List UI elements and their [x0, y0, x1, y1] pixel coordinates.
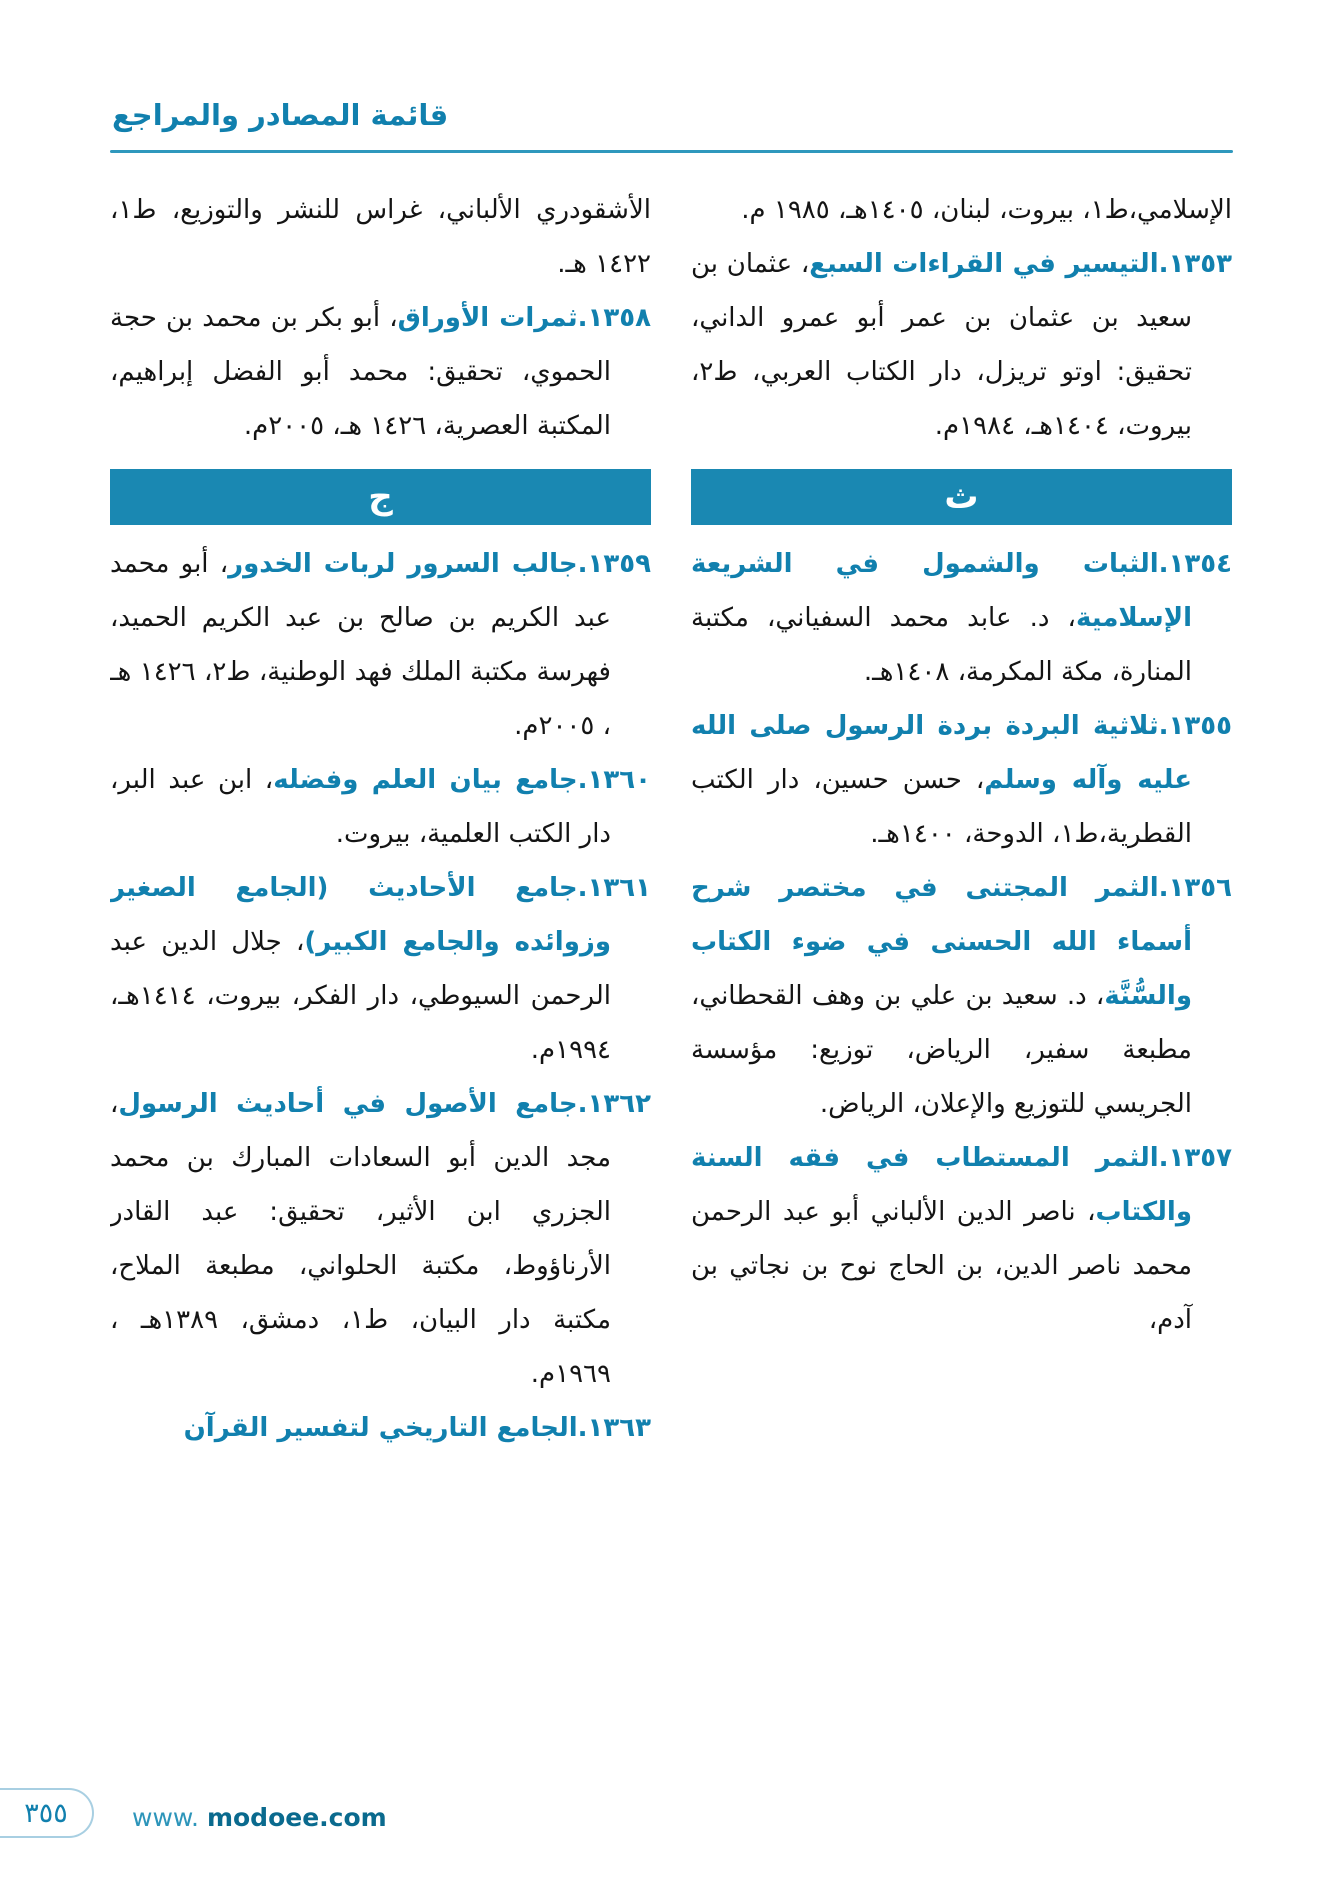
- entry-text: ، ناصر الدين الألباني أبو عبد الرحمن محمد ناصر الدين، بن الحاج نوح بن نجاتي بن آدم،: [691, 1197, 1192, 1335]
- header-rule: [110, 150, 1233, 153]
- entry-continuation: الإسلامي،ط١، بيروت، لبنان، ١٤٠٥هـ، ١٩٨٥ م.: [741, 195, 1232, 225]
- section-header-tha: [691, 469, 1232, 525]
- bib-entry-1361: [110, 861, 651, 1077]
- section-letter: ث: [944, 477, 979, 517]
- entry-title: التيسير في القراءات السبع: [809, 249, 1159, 279]
- entry-title: جامع الأصول في أحاديث الرسول: [118, 1089, 578, 1119]
- bib-entry-1363: [110, 1401, 651, 1455]
- bib-entry-1360: [110, 753, 651, 861]
- website-link[interactable]: [132, 1803, 387, 1832]
- section-letter: ج: [368, 477, 393, 517]
- entry-number: ١٣٦٠.: [577, 765, 651, 795]
- entry-text: ، جلال الدين عبد الرحمن السيوطي، دار الفكر، بيروت، ١٤١٤هـ، ١٩٩٤م.: [110, 927, 611, 1065]
- entry-number: ١٣٥٩.: [577, 549, 651, 579]
- entry-text: ، عثمان بن سعيد بن عثمان بن عمر أبو عمرو الداني، تحقيق: اوتو تريزل، دار الكتاب العربي، ط٢، بيروت، ١٤٠٤هـ، ١٩٨٤م.: [691, 249, 1192, 441]
- entry-title: الجامع التاريخي لتفسير القرآن: [183, 1413, 578, 1443]
- entry-title: جامع الأحاديث (الجامع الصغير وزوائده والجامع الكبير): [110, 873, 611, 957]
- entry-title: جالب السرور لربات الخدور: [228, 549, 578, 579]
- bib-entry-1357: [691, 1131, 1232, 1347]
- entry-number: ١٣٦٢.: [577, 1089, 651, 1119]
- bib-entry-1362: [110, 1077, 651, 1401]
- section-header-jeem: [110, 469, 651, 525]
- entry-number: ١٣٥٥.: [1158, 711, 1232, 741]
- bib-entry-1358: [110, 291, 651, 453]
- bib-entry-1353: [691, 237, 1232, 453]
- two-column-body: [110, 183, 1232, 1770]
- entry-text: ، د. عابد محمد السفياني، مكتبة المنارة، مكة المكرمة، ١٤٠٨هـ.: [691, 603, 1192, 687]
- website-domain: modoee.com: [206, 1803, 387, 1832]
- entry-title: ثلاثية البردة بردة الرسول صلى الله عليه وآله وسلم: [691, 711, 1192, 795]
- entry-text: ، أبو بكر بن محمد بن حجة الحموي، تحقيق: محمد أبو الفضل إبراهيم، المكتبة العصرية، ١٤٢٦ هـ، ٢٠٠٥م.: [110, 303, 611, 441]
- entry-number: ١٣٥٣.: [1158, 249, 1232, 279]
- entry-number: ١٣٥٤.: [1158, 549, 1232, 579]
- entry-title: الثمر المجتنى في مختصر شرح أسماء الله الحسنى في ضوء الكتاب والسُّنَّة: [691, 873, 1192, 1011]
- running-head-title: قائمة المصادر والمراجع: [112, 98, 449, 132]
- entry-text: ، د. سعيد بن علي بن وهف القحطاني، مطبعة سفير، الرياض، توزيع: مؤسسة الجريسي للتوزيع والإعلان، الرياض.: [691, 981, 1192, 1119]
- website-www: www.: [132, 1803, 199, 1832]
- page-number: ٣٥٥: [24, 1797, 68, 1829]
- entry-title: الثبات والشمول في الشريعة الإسلامية: [691, 549, 1192, 633]
- column-right: [691, 183, 1232, 1770]
- entry-title: جامع بيان العلم وفضله: [273, 765, 578, 795]
- entry-continuation: الأشقودري الألباني، غراس للنشر والتوزيع، ط١، ١٤٢٢ هـ.: [110, 195, 651, 279]
- entry-number: ١٣٦٣.: [577, 1413, 651, 1443]
- entry-text: ، مجد الدين أبو السعادات المبارك بن محمد الجزري ابن الأثير، تحقيق: عبد القادر الأرناؤوط، مكتبة الحلواني، مطبعة الملاح، مكتبة دار البيان، ط١، دمشق، ١٣٨٩هـ ، ١٩٦٩م.: [110, 1089, 611, 1389]
- bib-entry-1359: [110, 537, 651, 753]
- entry-number: ١٣٥٨.: [577, 303, 651, 333]
- entry-title: ثمرات الأوراق: [397, 303, 578, 333]
- entry-number: ١٣٥٦.: [1158, 873, 1232, 903]
- entry-title: الثمر المستطاب في فقه السنة والكتاب: [691, 1143, 1192, 1227]
- bib-entry-1355: [691, 699, 1232, 861]
- entry-number: ١٣٦١.: [577, 873, 651, 903]
- entry-number: ١٣٥٧.: [1158, 1143, 1232, 1173]
- entry-text: ، ابن عبد البر، دار الكتب العلمية، بيروت.: [110, 765, 611, 849]
- bib-entry-1356: [691, 861, 1232, 1131]
- page-number-badge: [0, 1788, 94, 1838]
- column-left: [110, 183, 651, 1770]
- entry-text: ، حسن حسين، دار الكتب القطرية،ط١، الدوحة، ١٤٠٠هـ.: [691, 765, 1192, 849]
- entry-text: ، أبو محمد عبد الكريم بن صالح بن عبد الكريم الحميد، فهرسة مكتبة الملك فهد الوطنية، ط٢، ١٤٢٦ هـ ، ٢٠٠٥م.: [110, 549, 611, 741]
- bib-entry-1354: [691, 537, 1232, 699]
